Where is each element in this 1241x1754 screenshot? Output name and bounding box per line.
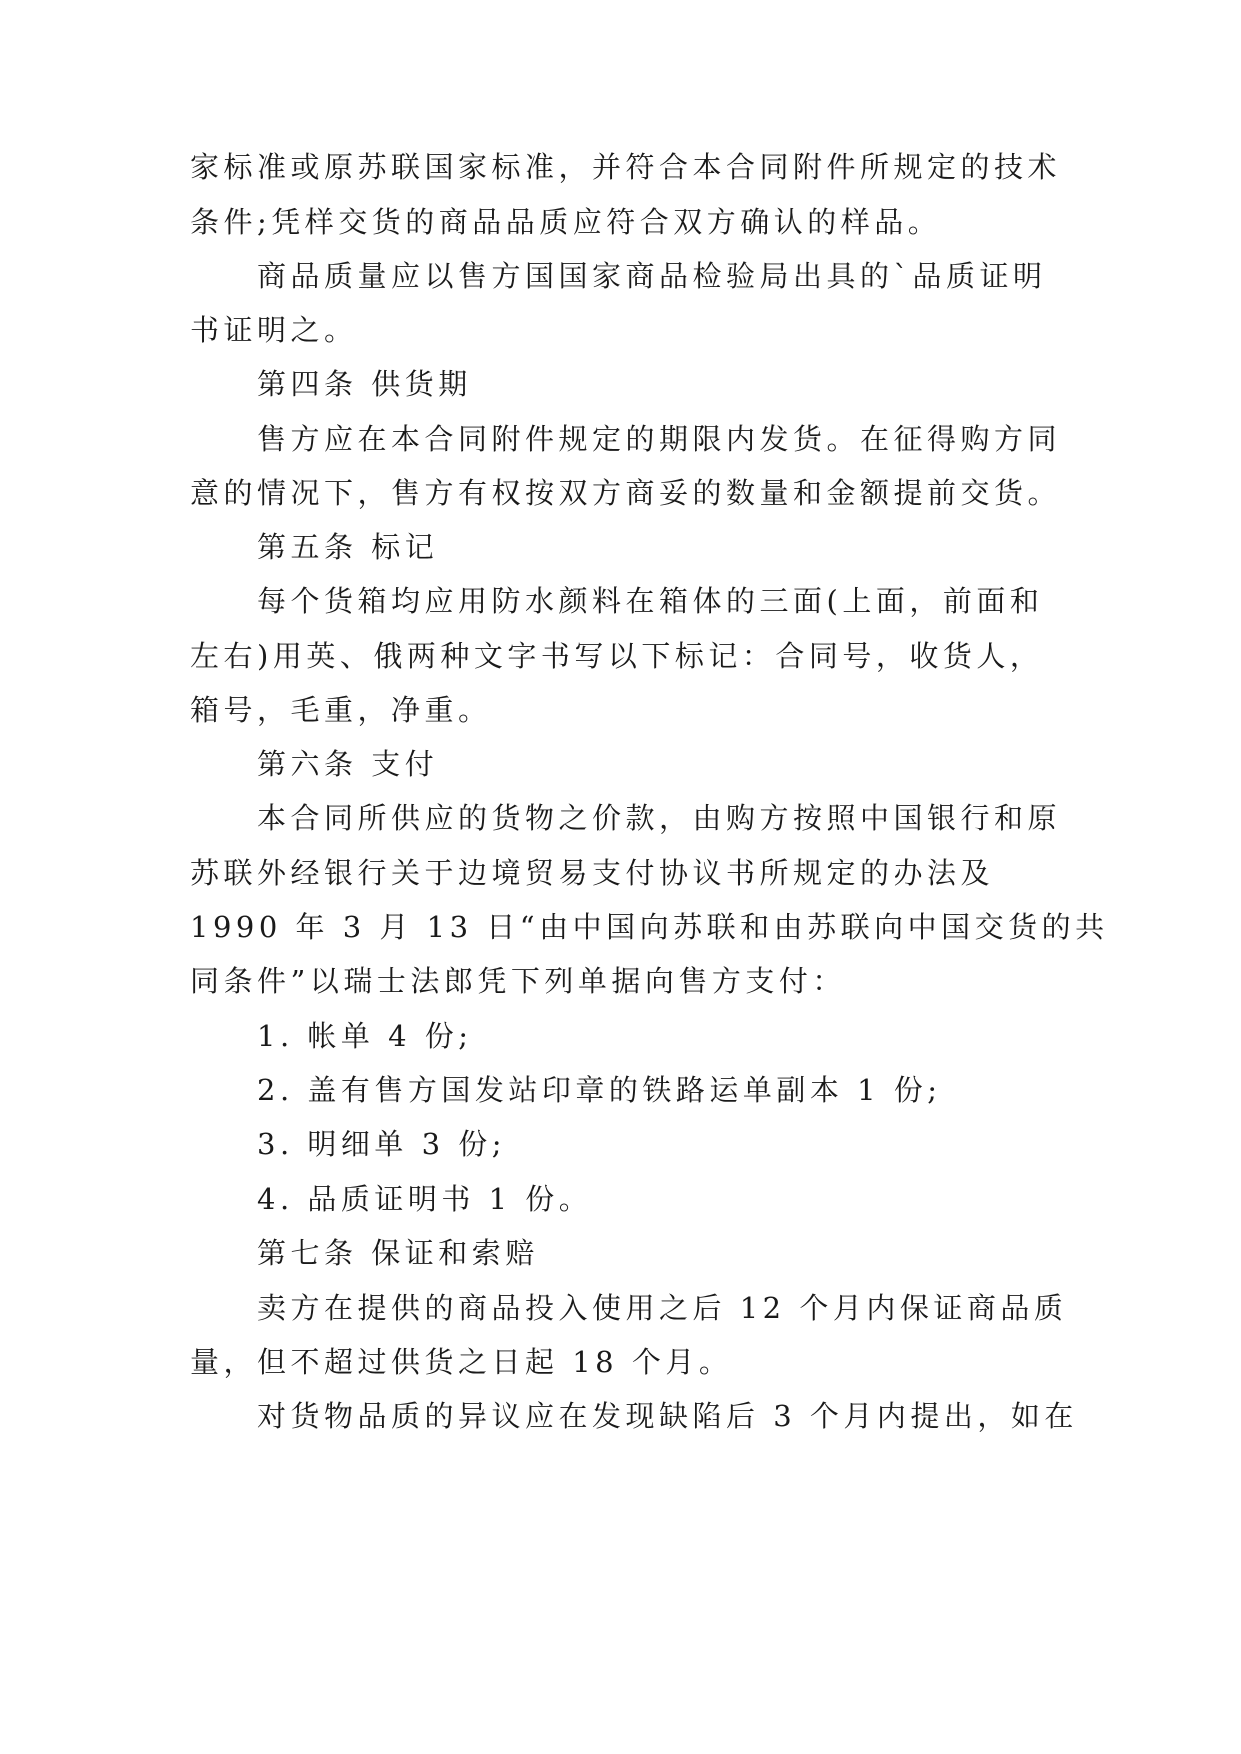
text-line: 本合同所供应的货物之价款，由购方按照中国银行和原 [257,801,1062,835]
text-line: 1990 年 3 月 13 日“由中国向苏联和由苏联向中国交货的共 [190,910,1109,944]
list-item: 3. 明细单 3 份; [257,1127,507,1161]
text-line: 每个货箱均应用防水颜料在箱体的三面(上面，前面和 [257,584,1044,618]
text-line: 对货物品质的异议应在发现缺陷后 3 个月内提出，如在 [257,1399,1078,1433]
text-line: 同条件”以瑞士法郎凭下列单据向售方支付： [190,964,846,998]
text-line: 量，但不超过供货之日起 18 个月。 [190,1345,733,1379]
text-line: 家标准或原苏联国家标准，并符合本合同附件所规定的技术 [190,150,1062,184]
text-line: 条件;凭样交货的商品品质应符合双方确认的样品。 [190,205,942,239]
text-line: 书证明之。 [190,313,358,347]
section-heading: 第六条 支付 [257,747,439,781]
list-item: 1. 帐单 4 份; [257,1019,473,1053]
list-item: 2. 盖有售方国发站印章的铁路运单副本 1 份; [257,1073,942,1107]
text-line: 商品质量应以售方国国家商品检验局出具的`品质证明 [257,259,1047,293]
section-heading: 第七条 保证和索赔 [257,1236,539,1270]
text-line: 卖方在提供的商品投入使用之后 12 个月内保证商品质 [257,1291,1068,1325]
section-heading: 第五条 标记 [257,530,439,564]
text-line: 左右)用英、俄两种文字书写以下标记：合同号，收货人， [190,639,1044,673]
text-line: 苏联外经银行关于边境贸易支付协议书所规定的办法及 [190,856,995,890]
text-line: 意的情况下，售方有权按双方商妥的数量和金额提前交货。 [190,476,1062,510]
section-heading: 第四条 供货期 [257,367,472,401]
text-line: 售方应在本合同附件规定的期限内发货。在征得购方同 [257,422,1062,456]
list-item: 4. 品质证明书 1 份。 [257,1182,593,1216]
text-line: 箱号，毛重，净重。 [190,693,492,727]
